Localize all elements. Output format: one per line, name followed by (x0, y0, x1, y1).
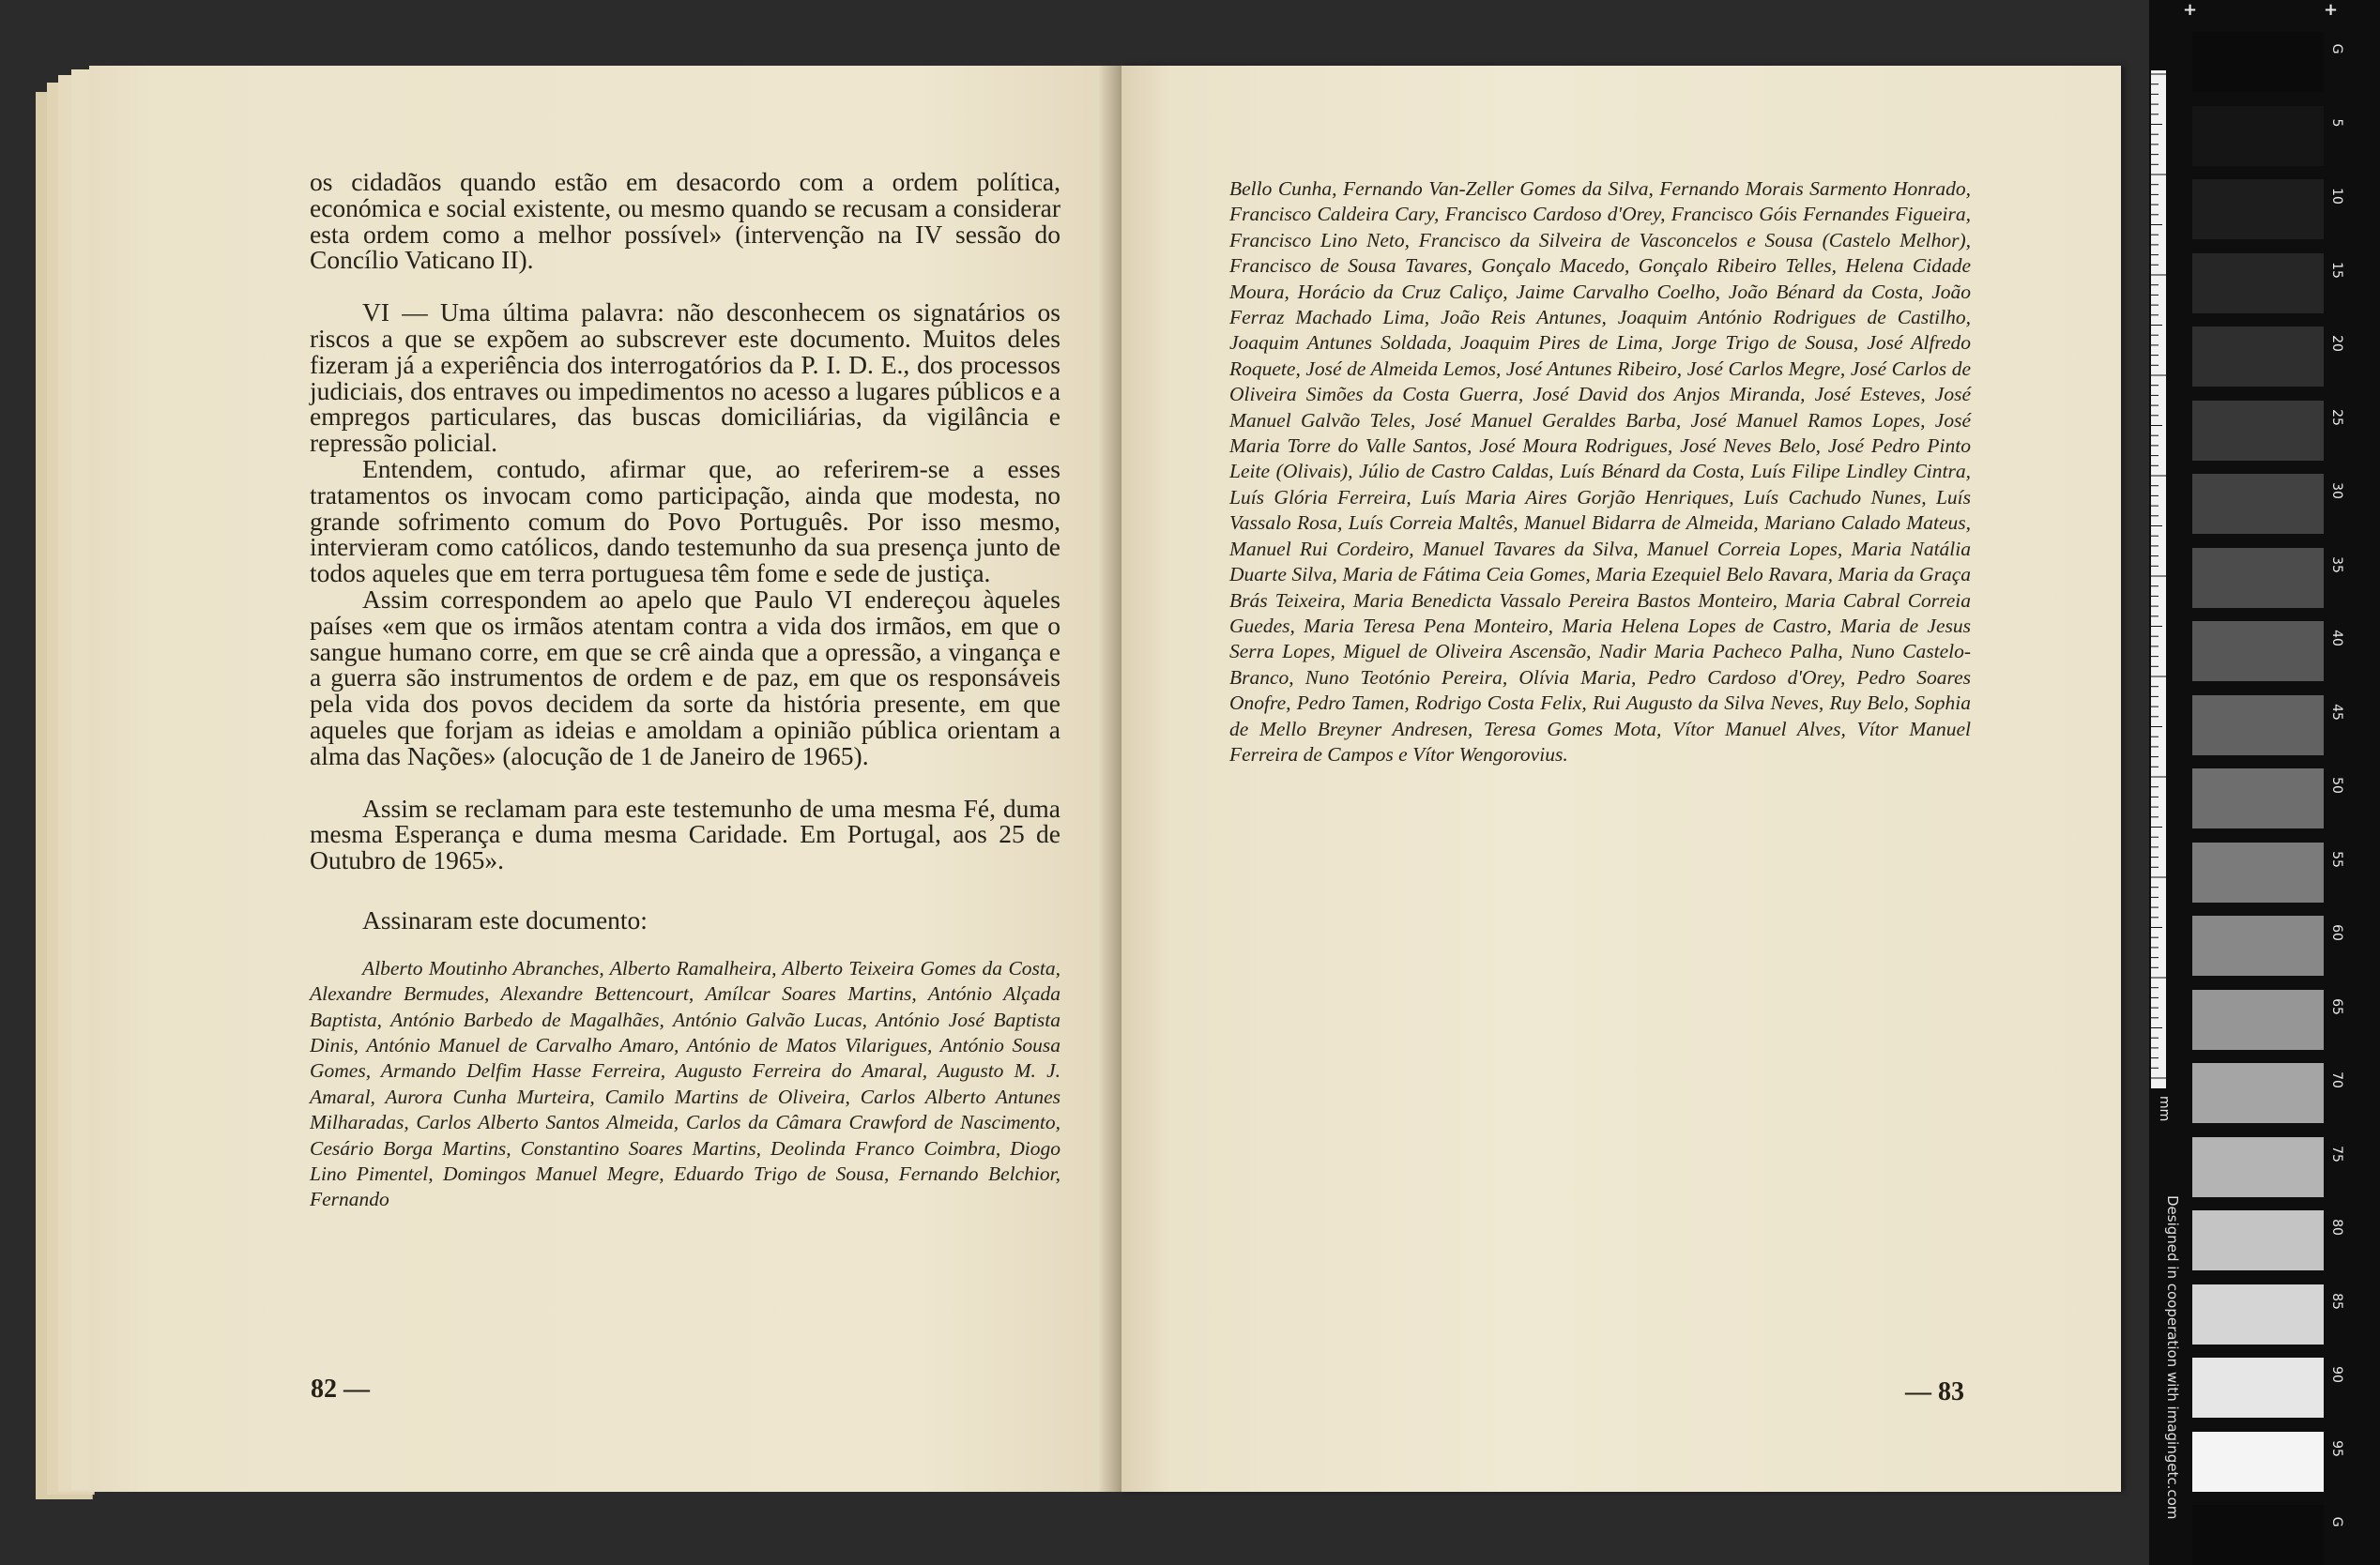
left-page (89, 66, 1121, 1492)
right-page (1121, 66, 2121, 1492)
gray-patch (2192, 1063, 2324, 1123)
gray-patch (2192, 843, 2324, 903)
signatories-list: Alberto Moutinho Abranches, Alberto Ramalheira, Alberto Teixeira Gomes da Costa, Alexandre Bermudes, Alexandre Bettencourt, Amílcar Soares Martins, António Alçada Baptista, António Barbedo de Magalhães, António Galvão Lucas, António José Baptista Dinis, António Manuel de Carvalho Amaro, António de Matos Vilarigues, António Sousa Gomes, Armando Delfim Hasse Ferreira, Augusto Ferreira do Amaral, Augusto M. J. Amaral, Aurora Cunha Murteira, Camilo Martins de Oliveira, Carlos Alberto Antunes Milharadas, Carlos Alberto Santos Almeida, Carlos da Câmara Crawford de Nascimento, Cesário Borga Martins, Constantino Soares Martins, Deolinda Franco Coimbra, Diogo Lino Pimentel, Domingos Manuel Megre, Eduardo Trigo de Sousa, Fernando Belchior, Fernando (310, 956, 1060, 1211)
signatories-heading: Assinaram este documento: (362, 904, 648, 934)
scale-label: 80 (2329, 1219, 2344, 1236)
gray-patch (2192, 695, 2324, 755)
scale-label: 90 (2329, 1366, 2344, 1383)
gray-patch (2192, 401, 2324, 461)
page-number: 82 — (311, 1375, 370, 1404)
scale-label: 50 (2329, 777, 2344, 794)
gray-patch (2192, 1432, 2324, 1492)
plus-mark: + (2324, 0, 2339, 20)
scale-label: 70 (2329, 1071, 2344, 1088)
mm-ruler (2151, 70, 2166, 1088)
paragraph: Assim correspondem ao apelo que Paulo VI endereçou àqueles países «em que os irmãos atentam contra a vida dos irmãos, em que o sangue humano corre, em que se crê ainda que a opressão, a vingança e a guerra são instrumentos de ordem e de paz, em que os responsáveis pela vida dos povos decidem da sorte da história presente, em que aqueles que forjam as ideias e amoldam a opinião pública orientam a alma das Nações» (alocução de 1 de Janeiro de 1965). (310, 584, 1060, 770)
scale-label: G (2329, 1516, 2344, 1527)
gray-patch (2192, 474, 2324, 534)
gray-patch (2192, 768, 2324, 828)
gray-patch (2192, 548, 2324, 608)
gray-patch (2192, 916, 2324, 976)
paragraph: os cidadãos quando estão em desacordo com a ordem política, económica e social existente, ou mesmo quando se recusam a considerar esta ordem como a melhor possível» (intervenção na IV sessão do Concílio Vaticano II). (310, 167, 1060, 275)
gray-patch (2192, 327, 2324, 387)
right-body (1229, 176, 1971, 767)
gray-patch (2192, 32, 2324, 92)
scale-label: 40 (2329, 630, 2344, 646)
scale-label: 65 (2329, 997, 2344, 1015)
scale-label: 30 (2329, 482, 2344, 499)
scale-label: 25 (2329, 408, 2344, 426)
gray-patch (2192, 106, 2324, 166)
signatories-list: Bello Cunha, Fernando Van-Zeller Gomes da Silva, Fernando Morais Sarmento Honrado, Francisco Caldeira Cary, Francisco Cardoso d'Orey, Francisco Góis Fernandes Figueira, Francisco Lino Neto, Francisco da Silveira de Vasconcelos e Sousa (Castelo Melhor), Francisco de Sousa Tavares, Gonçalo Macedo, Gonçalo Ribeiro Telles, Helena Cidade Moura, Horácio da Cruz Caliço, Jaime Carvalho Coelho, João Bénard da Costa, João Ferraz Machado Lima, João Reis Antunes, Joaquim António Rodrigues de Castilho, Joaquim Antunes Soldada, Joaquim Pires de Lima, Jorge Trigo de Sousa, José Alfredo Roquete, José de Almeida Lemos, José Antunes Ribeiro, José Carlos Megre, José Carlos de Oliveira Simões da Costa Guerra, José David dos Anjos Miranda, José Esteves, José Manuel Galvão Teles, José Manuel Geraldes Barba, José Manuel Ramos Lopes, José Maria Torre do Valle Santos, José Moura Rodrigues, José Neves Belo, José Pedro Pinto Leite (Olivais), Júlio de Castro Caldas, Luís Bénard da Costa, Luís Filipe Lindley Cintra, Luís Glória Ferreira, Luís Maria Aires Gorjão Henriques, Luís Cachudo Nunes, Luís Vassalo Rosa, Luís Correia Maltês, Manuel Bidarra de Almeida, Mariano Calado Mateus, Manuel Rui Cordeiro, Manuel Tavares da Silva, Manuel Correia Lopes, Maria Natália Duarte Silva, Maria de Fátima Ceia Gomes, Maria Ezequiel Belo Ravara, Maria da Graça Brás Teixeira, Maria Benedicta Vassalo Pereira Bastos Monteiro, Maria Cabral Correia Guedes, Maria Teresa Pena Monteiro, Maria Helena Lopes de Castro, Maria de Jesus Serra Lopes, Miguel de Oliveira Ascensão, Nadir Maria Pacheco Palha, Nuno Castelo-Branco, Nuno Teotónio Pereira, Olívia Maria, Pedro Cardoso d'Orey, Pedro Soares Onofre, Pedro Tamen, Rodrigo Costa Felix, Rui Augusto da Silva Neves, Ruy Belo, Sophia de Mello Breyner Andresen, Teresa Gomes Mota, Vítor Manuel Alves, Vítor Manuel Ferreira de Campos e Vítor Wengorovius. (1229, 177, 1971, 766)
scale-label: 20 (2329, 335, 2344, 352)
gray-patch (2192, 1505, 2324, 1565)
scale-label: 60 (2329, 924, 2344, 941)
scale-label: 85 (2329, 1292, 2344, 1310)
scale-label: 55 (2329, 850, 2344, 868)
gray-patch (2192, 990, 2324, 1050)
gray-patch (2192, 1284, 2324, 1345)
scale-label: 75 (2329, 1145, 2344, 1162)
gray-patch (2192, 253, 2324, 313)
scale-label: G (2329, 43, 2344, 54)
scale-label: 95 (2329, 1439, 2344, 1457)
gray-patch (2192, 621, 2324, 681)
page-number: — 83 (1905, 1377, 1964, 1406)
scale-label: 35 (2329, 555, 2344, 573)
scale-label: 10 (2329, 188, 2344, 205)
unit-label: mm (2157, 1096, 2172, 1122)
gray-patch (2192, 179, 2324, 239)
gray-patch (2192, 1210, 2324, 1270)
paragraph: Assim se reclamam para este testemunho de uma mesma Fé, duma mesma Esperança e duma mesma Caridade. Em Portugal, aos 25 de Outubro de 1965». (310, 793, 1060, 875)
paragraph: VI — Uma última palavra: não desconhecem os signatários os riscos a que se expõem ao subscrever este documento. Muitos deles fizeram já a experiência dos interrogatórios da P. I. D. E., dos processos judiciais, dos entraves ou impedimentos no acesso a lugares públicos e a empregos particulares, das buscas domiciliárias, da vigilância e repressão policial. (310, 297, 1060, 458)
credit-text: Designed in cooperation with imagingetc.com (2164, 1195, 2181, 1520)
scale-label: 45 (2329, 703, 2344, 721)
paragraph: Entendem, contudo, afirmar que, ao referirem-se a esses tratamentos os invocam como participação, ainda que modesta, no grande sofrimento comum do Povo Português. Por isso mesmo, intervieram como católicos, dando testemunho da sua presença junto de todos aqueles que em terra portuguesa têm fome e sede de justiça. (310, 453, 1060, 588)
left-body (310, 169, 1060, 1213)
scale-label: 15 (2329, 261, 2344, 279)
gray-patch (2192, 1137, 2324, 1197)
scale-label: 5 (2329, 118, 2344, 127)
gray-patch (2192, 1358, 2324, 1418)
plus-mark: + (2183, 0, 2198, 20)
